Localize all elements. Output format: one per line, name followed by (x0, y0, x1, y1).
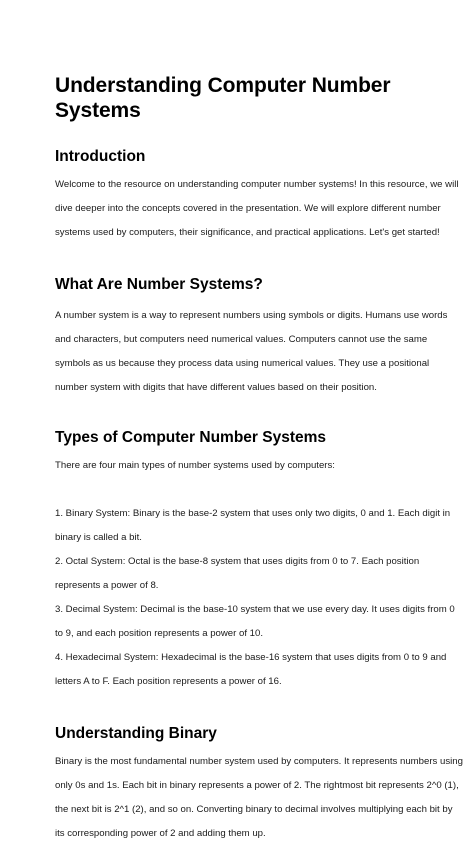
document-content (55, 73, 463, 852)
section-introduction (55, 147, 459, 251)
body-line: to 9, and each position represents a power of 10. (55, 628, 263, 639)
body-line: 3. Decimal System: Decimal is the base-10 system that we use every day. It uses digits from 0 (55, 604, 455, 615)
body-line: systems used by computers, their significance, and practical applications. Let's get started! (55, 227, 440, 238)
body-line: Binary is the most fundamental number system used by computers. It represents numbers using (55, 756, 463, 767)
section-what-are-number-systems (55, 275, 448, 406)
body-line: represents a power of 8. (55, 580, 159, 591)
body-line: number system with digits that have different values based on their position. (55, 382, 377, 393)
section-body (55, 298, 448, 406)
section-heading: Introduction (55, 148, 146, 165)
title-line: Systems (55, 99, 141, 122)
body-line: the next bit is 2^1 (2), and so on. Converting binary to decimal involves multiplying each bit by (55, 804, 453, 815)
body-line: A number system is a way to represent numbers using symbols or digits. Humans use words (55, 310, 448, 321)
body-line: and characters, but computers need numerical values. Computers cannot use the same (55, 334, 428, 345)
blank-line (55, 484, 425, 496)
body-line: Welcome to the resource on understanding computer number systems! In this resource, we will (55, 179, 459, 190)
title-line: Understanding Computer Number (55, 74, 391, 97)
body-line: There are four main types of number systems used by computers: (55, 460, 335, 471)
body-line: dive deeper into the concepts covered in the presentation. We will explore different number (55, 203, 441, 214)
body-line: 4. Hexadecimal System: Hexadecimal is the base-16 system that uses digits from 0 to 9 and (55, 652, 447, 663)
body-line: 2. Octal System: Octal is the base-8 system that uses digits from 0 to 7. Each position (55, 556, 420, 567)
section-heading: Understanding Binary (55, 725, 217, 742)
body-line: binary is called a bit. (55, 532, 142, 543)
document-title (55, 73, 425, 123)
body-line: only 0s and 1s. Each bit in binary represents a power of 2. The rightmost bit represents 2^0 (1), (55, 780, 459, 791)
section-heading: Types of Computer Number Systems (55, 429, 327, 446)
section-understanding-binary (55, 724, 463, 852)
section-body (55, 744, 463, 852)
section-body (55, 448, 455, 700)
body-line: 1. Binary System: Binary is the base-2 system that uses only two digits, 0 and 1. Each digit in (55, 508, 451, 519)
section-body (55, 167, 459, 251)
body-line: its corresponding power of 2 and adding them up. (55, 828, 266, 839)
body-line: letters A to F. Each position represents a power of 16. (55, 676, 282, 687)
body-line: symbols as us because they process data using numerical values. They use a positional (55, 358, 430, 369)
section-heading: What Are Number Systems? (55, 276, 263, 293)
section-types-of-number-systems (55, 428, 455, 700)
